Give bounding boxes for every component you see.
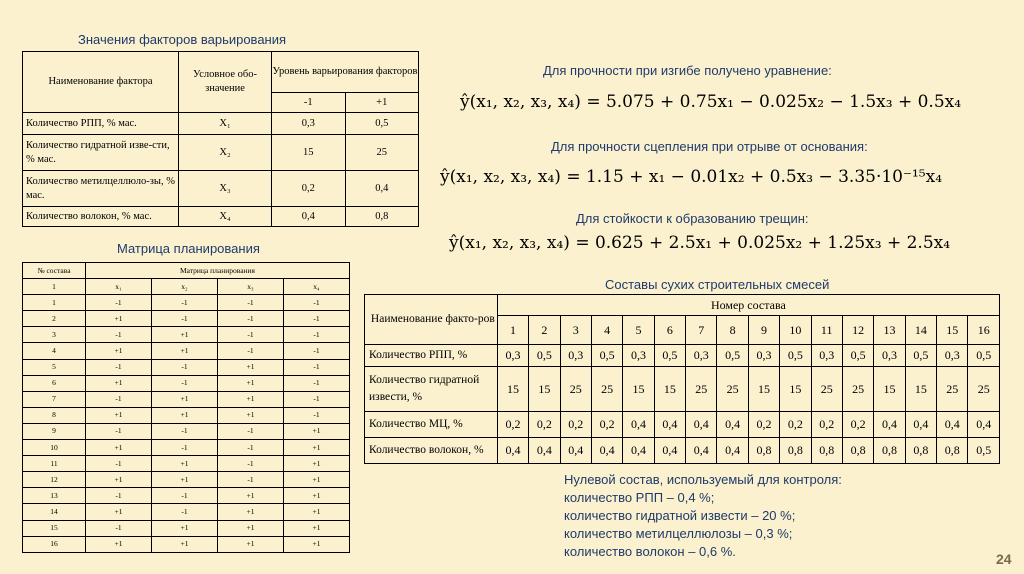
matrix-head-num: № состава <box>23 263 86 279</box>
matrix-row-num: 11 <box>23 456 86 472</box>
equation-lhs: ŷ(x₁, x₂, x₃, x₄) <box>460 92 581 112</box>
matrix-cell: -1 <box>86 488 152 504</box>
comp-cell: 0,8 <box>842 438 873 464</box>
matrix-cell: +1 <box>283 504 349 520</box>
comp-cell: 0,3 <box>686 345 717 367</box>
comp-cell: 0,2 <box>497 412 528 438</box>
factor-name: Количество волокон, % мас. <box>23 207 179 227</box>
comp-cell: 0,3 <box>497 345 528 367</box>
matrix-cell: -1 <box>151 295 217 311</box>
comp-row-label: Количество МЦ, % <box>365 412 498 438</box>
equation-lhs: ŷ(x₁, x₂, x₃, x₄) <box>449 233 570 253</box>
matrix-row-num: 16 <box>23 536 86 552</box>
comp-cell: 25 <box>717 367 748 412</box>
matrix-col-x1: x₁ <box>86 279 152 295</box>
comp-cell: 0,4 <box>686 438 717 464</box>
control-block <box>564 471 842 561</box>
matrix-cell: +1 <box>151 456 217 472</box>
table-row <box>365 367 1000 412</box>
matrix-cell: -1 <box>217 472 283 488</box>
matrix-cell: -1 <box>283 407 349 423</box>
crack-label: Для стойкости к образованию трещин: <box>576 211 809 226</box>
matrix-cell: +1 <box>151 520 217 536</box>
matrix-cell: +1 <box>86 472 152 488</box>
matrix-cell: +1 <box>151 472 217 488</box>
comp-cell: 0,4 <box>874 412 905 438</box>
comp-cell: 0,3 <box>748 345 779 367</box>
matrix-cell: -1 <box>217 440 283 456</box>
factor-plus: 0,5 <box>345 113 419 135</box>
matrix-cell: +1 <box>86 311 152 327</box>
comp-number: 15 <box>937 316 968 345</box>
comp-cell: 0,3 <box>874 345 905 367</box>
composition-title: Составы сухих строительных смесей <box>605 277 830 292</box>
matrix-cell: +1 <box>217 359 283 375</box>
comp-cell: 0,4 <box>905 412 936 438</box>
comp-cell: 0,5 <box>968 438 1000 464</box>
matrix-col-x3: x₃ <box>217 279 283 295</box>
factors-level-plus: +1 <box>345 93 419 113</box>
matrix-cell: +1 <box>217 504 283 520</box>
matrix-cell: -1 <box>151 359 217 375</box>
table-row <box>23 327 350 343</box>
comp-number: 5 <box>623 316 654 345</box>
matrix-cell: -1 <box>151 440 217 456</box>
factor-name: Количество гидратной изве-сти, % мас. <box>23 135 179 171</box>
matrix-cell: -1 <box>217 327 283 343</box>
matrix-cell: +1 <box>217 375 283 391</box>
matrix-cell: +1 <box>151 407 217 423</box>
matrix-row-num: 10 <box>23 440 86 456</box>
comp-cell: 0,3 <box>623 345 654 367</box>
comp-cell: 0,2 <box>780 412 811 438</box>
matrix-cell: -1 <box>151 375 217 391</box>
comp-cell: 15 <box>654 367 685 412</box>
matrix-title: Матрица планирования <box>117 241 260 256</box>
matrix-cell: -1 <box>283 391 349 407</box>
factor-minus: 15 <box>272 135 346 171</box>
matrix-row-num: 6 <box>23 375 86 391</box>
matrix-cell: -1 <box>151 504 217 520</box>
matrix-cell: +1 <box>86 407 152 423</box>
comp-number: 12 <box>842 316 873 345</box>
comp-cell: 25 <box>811 367 842 412</box>
matrix-cell: -1 <box>86 359 152 375</box>
factor-symbol: X₁ <box>179 113 272 135</box>
comp-row-label: Количество РПП, % <box>365 345 498 367</box>
comp-number: 13 <box>874 316 905 345</box>
matrix-row-num: 8 <box>23 407 86 423</box>
matrix-cell: -1 <box>283 327 349 343</box>
matrix-row-num: 9 <box>23 423 86 439</box>
factor-minus: 0,4 <box>272 207 346 227</box>
equation-rhs: = 0.625 + 2.5x₁ + 0.025x₂ + 1.25x₃ + 2.5x₄ <box>575 233 951 253</box>
table-row <box>23 375 350 391</box>
matrix-row-num: 3 <box>23 327 86 343</box>
comp-row-label: Количество волокон, % <box>365 438 498 464</box>
matrix-sub-num: 1 <box>23 279 86 295</box>
matrix-cell: +1 <box>217 407 283 423</box>
factors-title: Значения факторов варьирования <box>78 32 287 47</box>
comp-cell: 15 <box>905 367 936 412</box>
comp-number: 6 <box>654 316 685 345</box>
matrix-row-num: 7 <box>23 391 86 407</box>
table-row <box>23 423 350 439</box>
factor-plus: 25 <box>345 135 419 171</box>
page-number: 24 <box>996 551 1012 567</box>
control-line: количество метилцеллюлозы – 0,3 %; <box>564 526 793 541</box>
comp-cell: 0,5 <box>717 345 748 367</box>
comp-cell: 25 <box>560 367 591 412</box>
comp-cell: 0,5 <box>591 345 622 367</box>
comp-cell: 0,5 <box>842 345 873 367</box>
comp-cell: 0,2 <box>529 412 560 438</box>
matrix-cell: -1 <box>151 423 217 439</box>
matrix-cell: +1 <box>217 391 283 407</box>
comp-cell: 0,5 <box>654 345 685 367</box>
table-row <box>23 171 419 207</box>
matrix-cell: +1 <box>283 456 349 472</box>
comp-cell: 0,8 <box>874 438 905 464</box>
matrix-cell: +1 <box>283 488 349 504</box>
matrix-cell: -1 <box>283 359 349 375</box>
comp-cell: 15 <box>874 367 905 412</box>
comp-number: 10 <box>780 316 811 345</box>
comp-number: 7 <box>686 316 717 345</box>
comp-row-label: Количество гидратной извести, % <box>365 367 498 412</box>
comp-cell: 0,4 <box>591 438 622 464</box>
comp-cell: 0,2 <box>591 412 622 438</box>
matrix-cell: -1 <box>217 343 283 359</box>
table-row <box>23 504 350 520</box>
comp-cell: 0,5 <box>780 345 811 367</box>
comp-number: 3 <box>560 316 591 345</box>
matrix-row-num: 5 <box>23 359 86 375</box>
comp-cell: 25 <box>591 367 622 412</box>
comp-number: 1 <box>497 316 528 345</box>
comp-cell: 0,5 <box>905 345 936 367</box>
table-row <box>23 359 350 375</box>
comp-number: 16 <box>968 316 1000 345</box>
comp-head-name: Наименование факто-ров <box>365 295 498 345</box>
comp-cell: 25 <box>937 367 968 412</box>
comp-number: 2 <box>529 316 560 345</box>
equation-rhs: = 5.075 + 0.75x₁ − 0.025x₂ − 1.5x₃ + 0.5x₄ <box>586 92 962 112</box>
matrix-cell: -1 <box>283 311 349 327</box>
comp-cell: 0,2 <box>748 412 779 438</box>
table-row <box>23 472 350 488</box>
comp-cell: 0,4 <box>937 412 968 438</box>
comp-cell: 0,4 <box>623 412 654 438</box>
matrix-col-x2: x₂ <box>151 279 217 295</box>
matrix-cell: +1 <box>217 488 283 504</box>
control-line: количество волокон – 0,6 %. <box>564 544 736 559</box>
matrix-cell: -1 <box>283 375 349 391</box>
matrix-row-num: 1 <box>23 295 86 311</box>
comp-cell: 0,4 <box>654 412 685 438</box>
table-row <box>365 345 1000 367</box>
factors-table <box>22 51 419 227</box>
matrix-cell: +1 <box>86 343 152 359</box>
comp-number: 8 <box>717 316 748 345</box>
matrix-cell: +1 <box>217 536 283 552</box>
comp-cell: 0,8 <box>905 438 936 464</box>
adhesion-equation <box>440 167 942 187</box>
matrix-cell: -1 <box>217 295 283 311</box>
matrix-row-num: 12 <box>23 472 86 488</box>
comp-cell: 0,4 <box>623 438 654 464</box>
comp-cell: 15 <box>748 367 779 412</box>
table-row <box>23 207 419 227</box>
composition-table <box>364 294 1000 464</box>
comp-cell: 25 <box>842 367 873 412</box>
matrix-cell: +1 <box>86 504 152 520</box>
equation-lhs: ŷ(x₁, x₂, x₃, x₄) <box>440 167 561 187</box>
factors-head-level: Уровень варьирования факторов <box>272 52 419 93</box>
comp-cell: 25 <box>686 367 717 412</box>
table-row <box>23 311 350 327</box>
matrix-cell: +1 <box>86 375 152 391</box>
comp-cell: 0,8 <box>937 438 968 464</box>
comp-cell: 0,4 <box>529 438 560 464</box>
matrix-cell: -1 <box>217 456 283 472</box>
factor-name: Количество РПП, % мас. <box>23 113 179 135</box>
comp-cell: 0,2 <box>842 412 873 438</box>
table-row <box>23 456 350 472</box>
factor-symbol: X₂ <box>179 135 272 171</box>
bending-equation <box>460 92 961 112</box>
table-row <box>365 438 1000 464</box>
table-row <box>23 391 350 407</box>
matrix-cell: +1 <box>283 440 349 456</box>
factor-plus: 0,4 <box>345 171 419 207</box>
matrix-cell: +1 <box>151 327 217 343</box>
matrix-cell: +1 <box>151 536 217 552</box>
factor-plus: 0,8 <box>345 207 419 227</box>
matrix-cell: +1 <box>283 520 349 536</box>
matrix-row-num: 4 <box>23 343 86 359</box>
comp-cell: 0,4 <box>717 412 748 438</box>
matrix-cell: -1 <box>86 520 152 536</box>
matrix-cell: +1 <box>86 440 152 456</box>
matrix-cell: -1 <box>217 311 283 327</box>
comp-cell: 0,4 <box>717 438 748 464</box>
comp-number: 4 <box>591 316 622 345</box>
table-row <box>23 407 350 423</box>
comp-cell: 0,3 <box>937 345 968 367</box>
comp-number: 9 <box>748 316 779 345</box>
matrix-row-num: 13 <box>23 488 86 504</box>
crack-equation <box>449 233 950 253</box>
factors-head-name: Наименование фактора <box>23 52 179 113</box>
factors-level-minus: -1 <box>272 93 346 113</box>
comp-cell: 0,3 <box>811 345 842 367</box>
matrix-cell: -1 <box>217 423 283 439</box>
comp-cell: 15 <box>623 367 654 412</box>
matrix-table <box>22 262 350 553</box>
table-row <box>23 343 350 359</box>
comp-cell: 0,4 <box>560 438 591 464</box>
comp-cell: 0,2 <box>560 412 591 438</box>
matrix-cell: +1 <box>151 343 217 359</box>
equation-rhs: = 1.15 + x₁ − 0.01x₂ + 0.5x₃ − 3.35·10⁻¹⁵x₄ <box>566 167 943 187</box>
matrix-col-x4: x₄ <box>283 279 349 295</box>
matrix-cell: -1 <box>283 295 349 311</box>
matrix-cell: -1 <box>86 327 152 343</box>
matrix-cell: +1 <box>217 520 283 536</box>
matrix-cell: -1 <box>151 311 217 327</box>
comp-cell: 0,8 <box>748 438 779 464</box>
matrix-cell: +1 <box>86 536 152 552</box>
comp-cell: 0,4 <box>654 438 685 464</box>
comp-cell: 0,5 <box>968 345 1000 367</box>
matrix-cell: -1 <box>86 456 152 472</box>
factor-symbol: X₄ <box>179 207 272 227</box>
matrix-cell: -1 <box>86 423 152 439</box>
table-row <box>365 412 1000 438</box>
comp-cell: 0,2 <box>811 412 842 438</box>
matrix-row-num: 2 <box>23 311 86 327</box>
factor-minus: 0,2 <box>272 171 346 207</box>
comp-cell: 0,8 <box>780 438 811 464</box>
comp-number: 11 <box>811 316 842 345</box>
matrix-cell: +1 <box>283 536 349 552</box>
control-title: Нулевой состав, используемый для контроля: <box>564 472 842 487</box>
table-row <box>23 295 350 311</box>
comp-head-num: Номер состава <box>497 295 999 316</box>
comp-cell: 25 <box>968 367 1000 412</box>
comp-cell: 0,3 <box>560 345 591 367</box>
table-row <box>23 488 350 504</box>
table-row <box>23 440 350 456</box>
factor-minus: 0,3 <box>272 113 346 135</box>
matrix-row-num: 15 <box>23 520 86 536</box>
comp-cell: 0,4 <box>497 438 528 464</box>
table-row <box>23 135 419 171</box>
factor-symbol: X₃ <box>179 171 272 207</box>
matrix-cell: +1 <box>283 423 349 439</box>
matrix-cell: -1 <box>86 295 152 311</box>
table-row <box>23 536 350 552</box>
comp-cell: 0,5 <box>529 345 560 367</box>
comp-cell: 0,8 <box>811 438 842 464</box>
matrix-head-title: Матрица планирования <box>86 263 350 279</box>
comp-cell: 0,4 <box>686 412 717 438</box>
matrix-cell: -1 <box>151 488 217 504</box>
bending-label: Для прочности при изгибе получено уравнение: <box>543 63 832 78</box>
matrix-cell: -1 <box>283 343 349 359</box>
control-line: количество РПП – 0,4 %; <box>564 490 715 505</box>
comp-cell: 15 <box>497 367 528 412</box>
comp-cell: 15 <box>529 367 560 412</box>
comp-cell: 0,4 <box>968 412 1000 438</box>
matrix-cell: +1 <box>151 391 217 407</box>
factor-name: Количество метилцеллюло-зы, % мас. <box>23 171 179 207</box>
matrix-cell: -1 <box>86 391 152 407</box>
table-row <box>23 113 419 135</box>
table-row <box>23 520 350 536</box>
matrix-cell: +1 <box>283 472 349 488</box>
comp-cell: 15 <box>780 367 811 412</box>
adhesion-label: Для прочности сцепления при отрыве от основания: <box>551 139 868 154</box>
factors-head-symbol: Условное обо-значение <box>179 52 272 113</box>
control-line: количество гидратной извести – 20 %; <box>564 508 796 523</box>
comp-number: 14 <box>905 316 936 345</box>
matrix-row-num: 14 <box>23 504 86 520</box>
